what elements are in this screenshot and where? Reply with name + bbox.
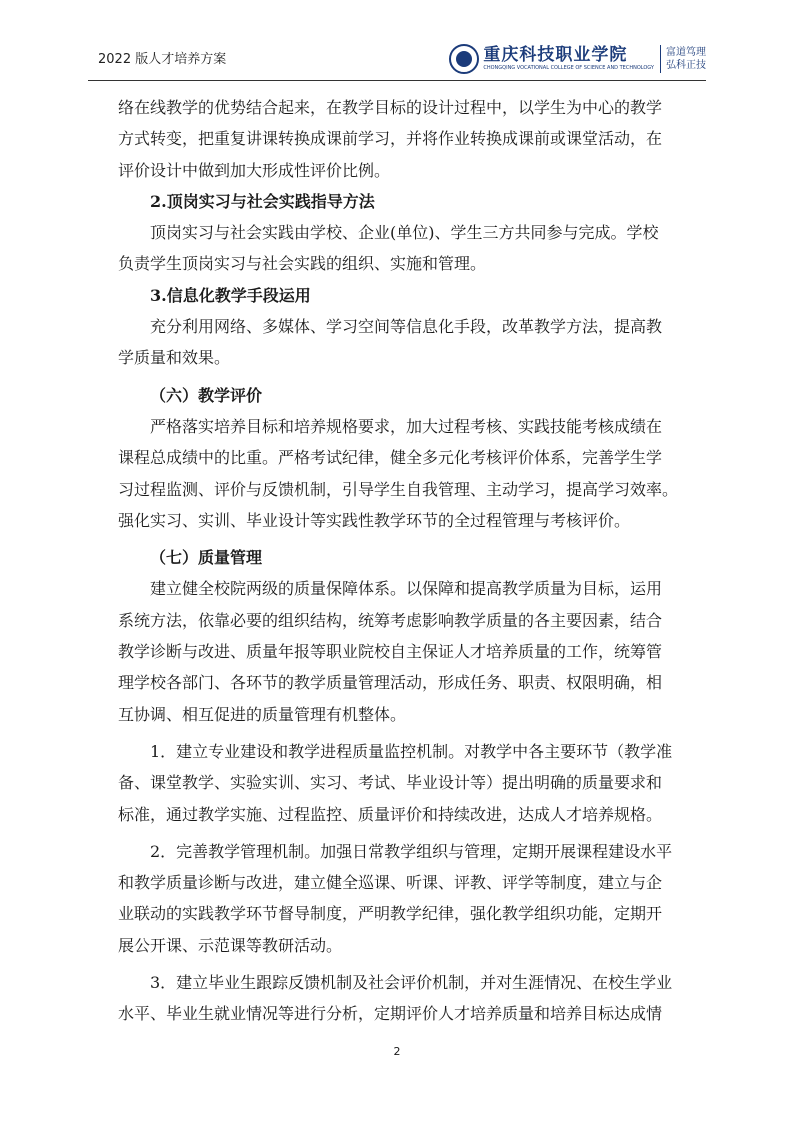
paragraph-line: 强化实习、实训、毕业设计等实践性教学环节的全过程管理与考核评价。 — [118, 510, 631, 530]
school-name-cn: 重庆科技职业学院 — [483, 45, 628, 65]
paragraph-line: 系统方法，依靠必要的组织结构，统筹考虑影响教学质量的各主要因素，结合 — [118, 610, 663, 630]
paragraph-line: 2．完善教学管理机制。加强日常教学组织与管理，定期开展课程建设水平 — [150, 841, 673, 861]
header-divider — [88, 80, 706, 81]
school-seal-icon — [449, 44, 479, 74]
paragraph-line: 络在线教学的优势结合起来，在教学目标的设计过程中，以学生为中心的教学 — [118, 98, 663, 117]
paragraph-line: 学质量和效果。 — [118, 348, 231, 368]
paragraph-line: 互协调、相互促进的质量管理有机整体。 — [118, 704, 407, 724]
paragraph-line: 展公开课、示范课等教研活动。 — [118, 935, 343, 955]
paragraph-line: 建立健全校院两级的质量保障体系。以保障和提高教学质量为目标，运用 — [150, 579, 663, 599]
paragraph-line: 3．建立毕业生跟踪反馈机制及社会评价机制，并对生涯情况、在校生学业 — [150, 973, 673, 993]
logo-divider — [660, 45, 661, 73]
paragraph-line: 习过程监测、评价与反馈机制，引导学生自我管理、主动学习，提高学习效率。 — [118, 479, 679, 499]
paragraph-line: 严格落实培养目标和培养规格要求，加大过程考核、实践技能考核成绩在 — [150, 416, 663, 436]
school-logo — [449, 40, 706, 78]
motto-line-1: 富道笃理 — [666, 47, 706, 58]
section-heading-internship: 2.顶岗实习与社会实践指导方法 — [150, 191, 375, 211]
paragraph-line: 备、课堂教学、实验实训、实习、考试、毕业设计等）提出明确的质量要求和 — [118, 773, 663, 793]
section-heading-info: 3.信息化教学手段运用 — [150, 285, 311, 305]
paragraph-line: 方式转变，把重复讲课转换成课前学习，并将作业转换成课前或课堂活动，在 — [118, 129, 663, 149]
paragraph-line: 理学校各部门、各环节的教学质量管理活动，形成任务、职责、权限明确，相 — [118, 673, 663, 693]
paragraph-line: 顶岗实习与社会实践由学校、企业(单位)、学生三方共同参与完成。学校 — [150, 223, 659, 243]
page-body — [118, 92, 682, 1030]
paragraph-line: 标准，通过教学实施、过程监控、质量评价和持续改进，达成人才培养规格。 — [118, 804, 663, 824]
paragraph-line: 评价设计中做到加大形成性评价比例。 — [118, 160, 391, 180]
page-header — [88, 40, 706, 80]
paragraph-line: 和教学质量诊断与改进，建立健全巡课、听课、评教、评学等制度，建立与企 — [118, 873, 663, 893]
section-heading-evaluation: （六）教学评价 — [150, 385, 263, 405]
school-motto — [666, 46, 706, 72]
section-heading-quality: （七）质量管理 — [150, 548, 263, 568]
motto-line-2: 弘科正技 — [666, 60, 706, 71]
paragraph-line: 业联动的实践教学环节督导制度，严明教学纪律，强化教学组织功能，定期开 — [118, 904, 663, 924]
paragraph-line: 充分利用网络、多媒体、学习空间等信息化手段，改革教学方法，提高教 — [150, 317, 663, 337]
paragraph-line: 教学诊断与改进、质量年报等职业院校自主保证人才培养质量的工作，统筹管 — [118, 642, 663, 662]
paragraph-line: 负责学生顶岗实习与社会实践的组织、实施和管理。 — [118, 254, 487, 274]
school-name — [483, 46, 654, 72]
page-number: 2 — [393, 1045, 401, 1058]
paragraph-line: 课程总成绩中的比重。严格考试纪律，健全多元化考核评价体系，完善学生学 — [118, 448, 663, 468]
document-title: 2022 版人才培养方案 — [98, 52, 227, 67]
school-name-en: CHONGQING VOCATIONAL COLLEGE OF SCIENCE AND TECHNOLOGY — [483, 65, 654, 71]
paragraph-line: 水平、毕业生就业情况等进行分析，定期评价人才培养质量和培养目标达成情 — [118, 1004, 663, 1024]
paragraph-line: 1．建立专业建设和教学进程质量监控机制。对教学中各主要环节（教学准 — [150, 741, 673, 761]
